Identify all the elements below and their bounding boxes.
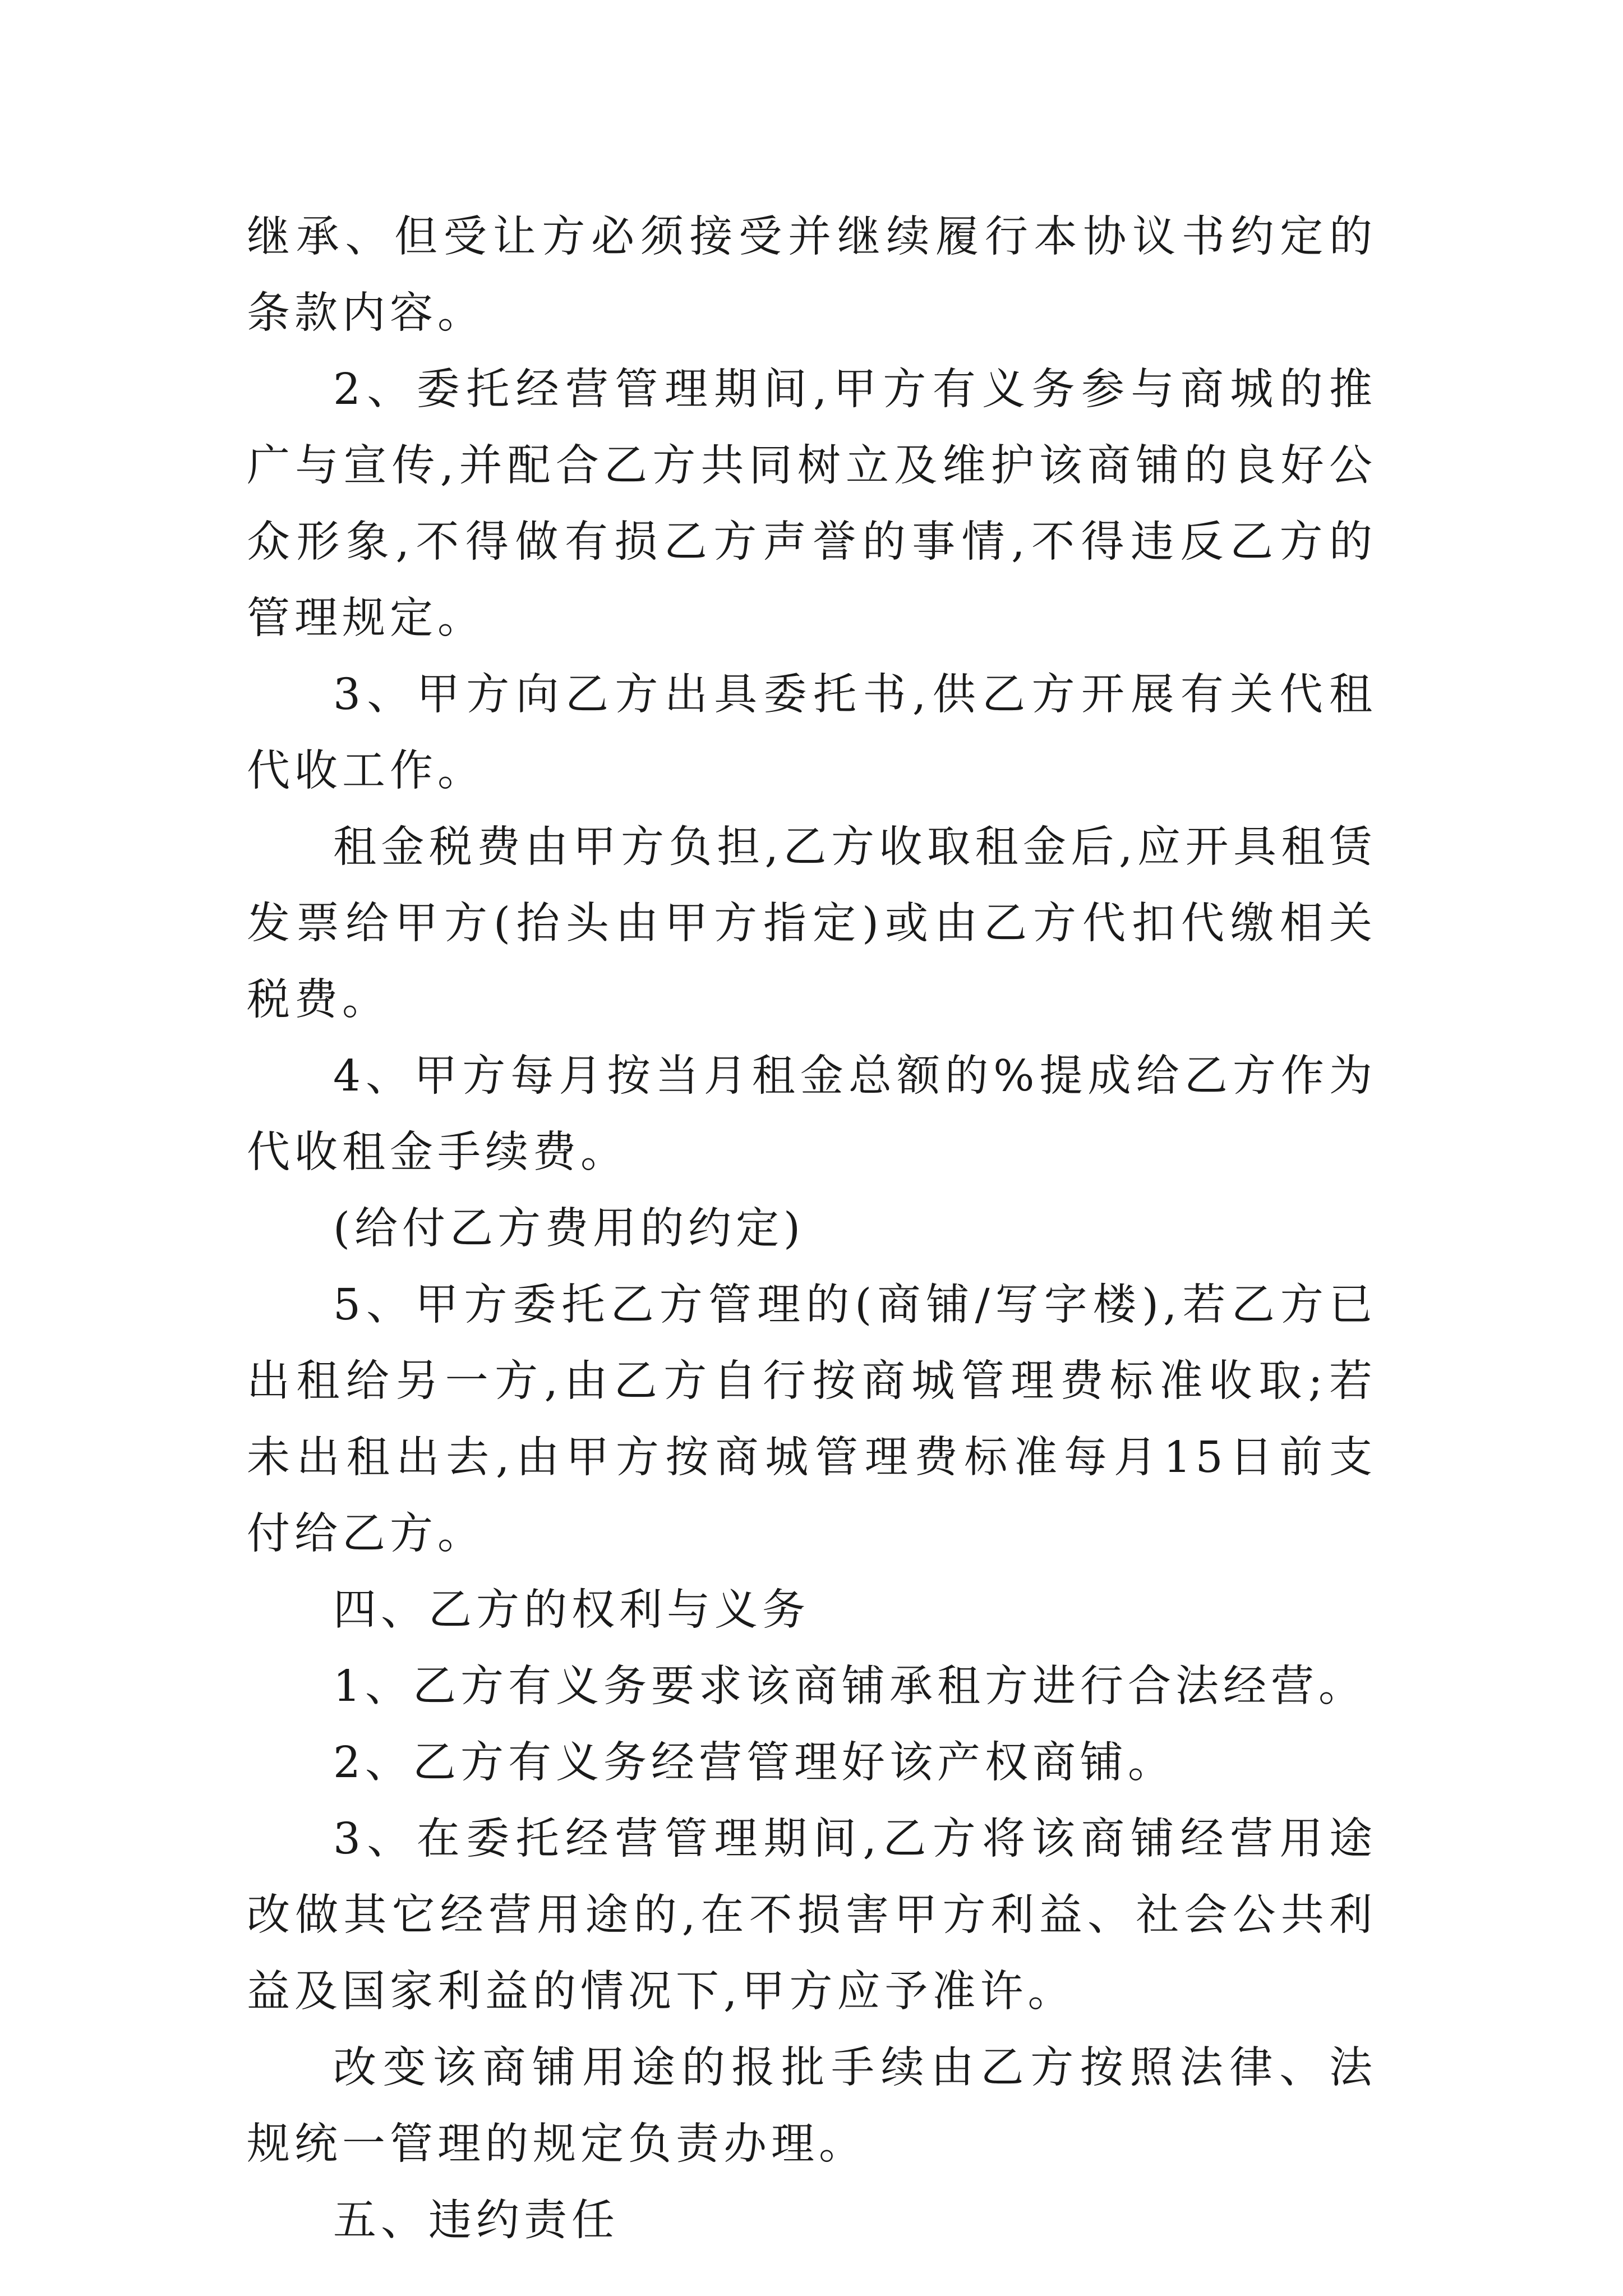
paragraph-b-clause-3: 3、在委托经营管理期间,乙方将该商铺经营用途改做其它经营用途的,在不损害甲方利益、社会公共利益及国家利益的情况下,甲方应予准许。: [247, 1814, 1377, 2017]
paragraph-fee-note: (给付乙方费用的约定): [333, 1204, 805, 1254]
paragraph-clause-2: 2、委托经营管理期间,甲方有义务参与商城的推广与宣传,并配合乙方共同树立及维护该商铺的良好公众形象,不得做有损乙方声誉的事情,不得违反乙方的管理规定。: [247, 365, 1377, 643]
paragraph-b-clause-1: 1、乙方有义务要求该商铺承租方进行合法经营。: [333, 1662, 1366, 1711]
paragraph-clause-4: 4、甲方每月按当月租金总额的%提成给乙方作为代收租金手续费。: [247, 1051, 1377, 1177]
paragraph-continuation: 继承、但受让方必须接受并继续履行本协议书约定的条款内容。: [247, 212, 1377, 338]
paragraph-clause-3: 3、甲方向乙方出具委托书,供乙方开展有关代租代收工作。: [247, 670, 1377, 796]
paragraph-b-clause-2: 2、乙方有义务经营管理好该产权商铺。: [333, 1738, 1175, 1788]
paragraph-clause-5: 5、甲方委托乙方管理的(商铺/写字楼),若乙方已出租给另一方,由乙方自行按商城管理费标准收取;若未出租出去,由甲方按商城管理费标准每月15日前支付给乙方。: [247, 1280, 1377, 1559]
document-body: [247, 199, 1377, 2259]
paragraph-rent-tax: 租金税费由甲方负担,乙方收取租金后,应开具租赁发票给甲方(抬头由甲方指定)或由乙方代扣代缴相关税费。: [247, 822, 1377, 1025]
section-heading-liability: 五、违约责任: [333, 2196, 619, 2246]
section-heading-party-b-rights: 四、乙方的权利与义务: [333, 1585, 810, 1635]
paragraph-use-change: 改变该商铺用途的报批手续由乙方按照法律、法规统一管理的规定负责办理。: [247, 2043, 1377, 2169]
